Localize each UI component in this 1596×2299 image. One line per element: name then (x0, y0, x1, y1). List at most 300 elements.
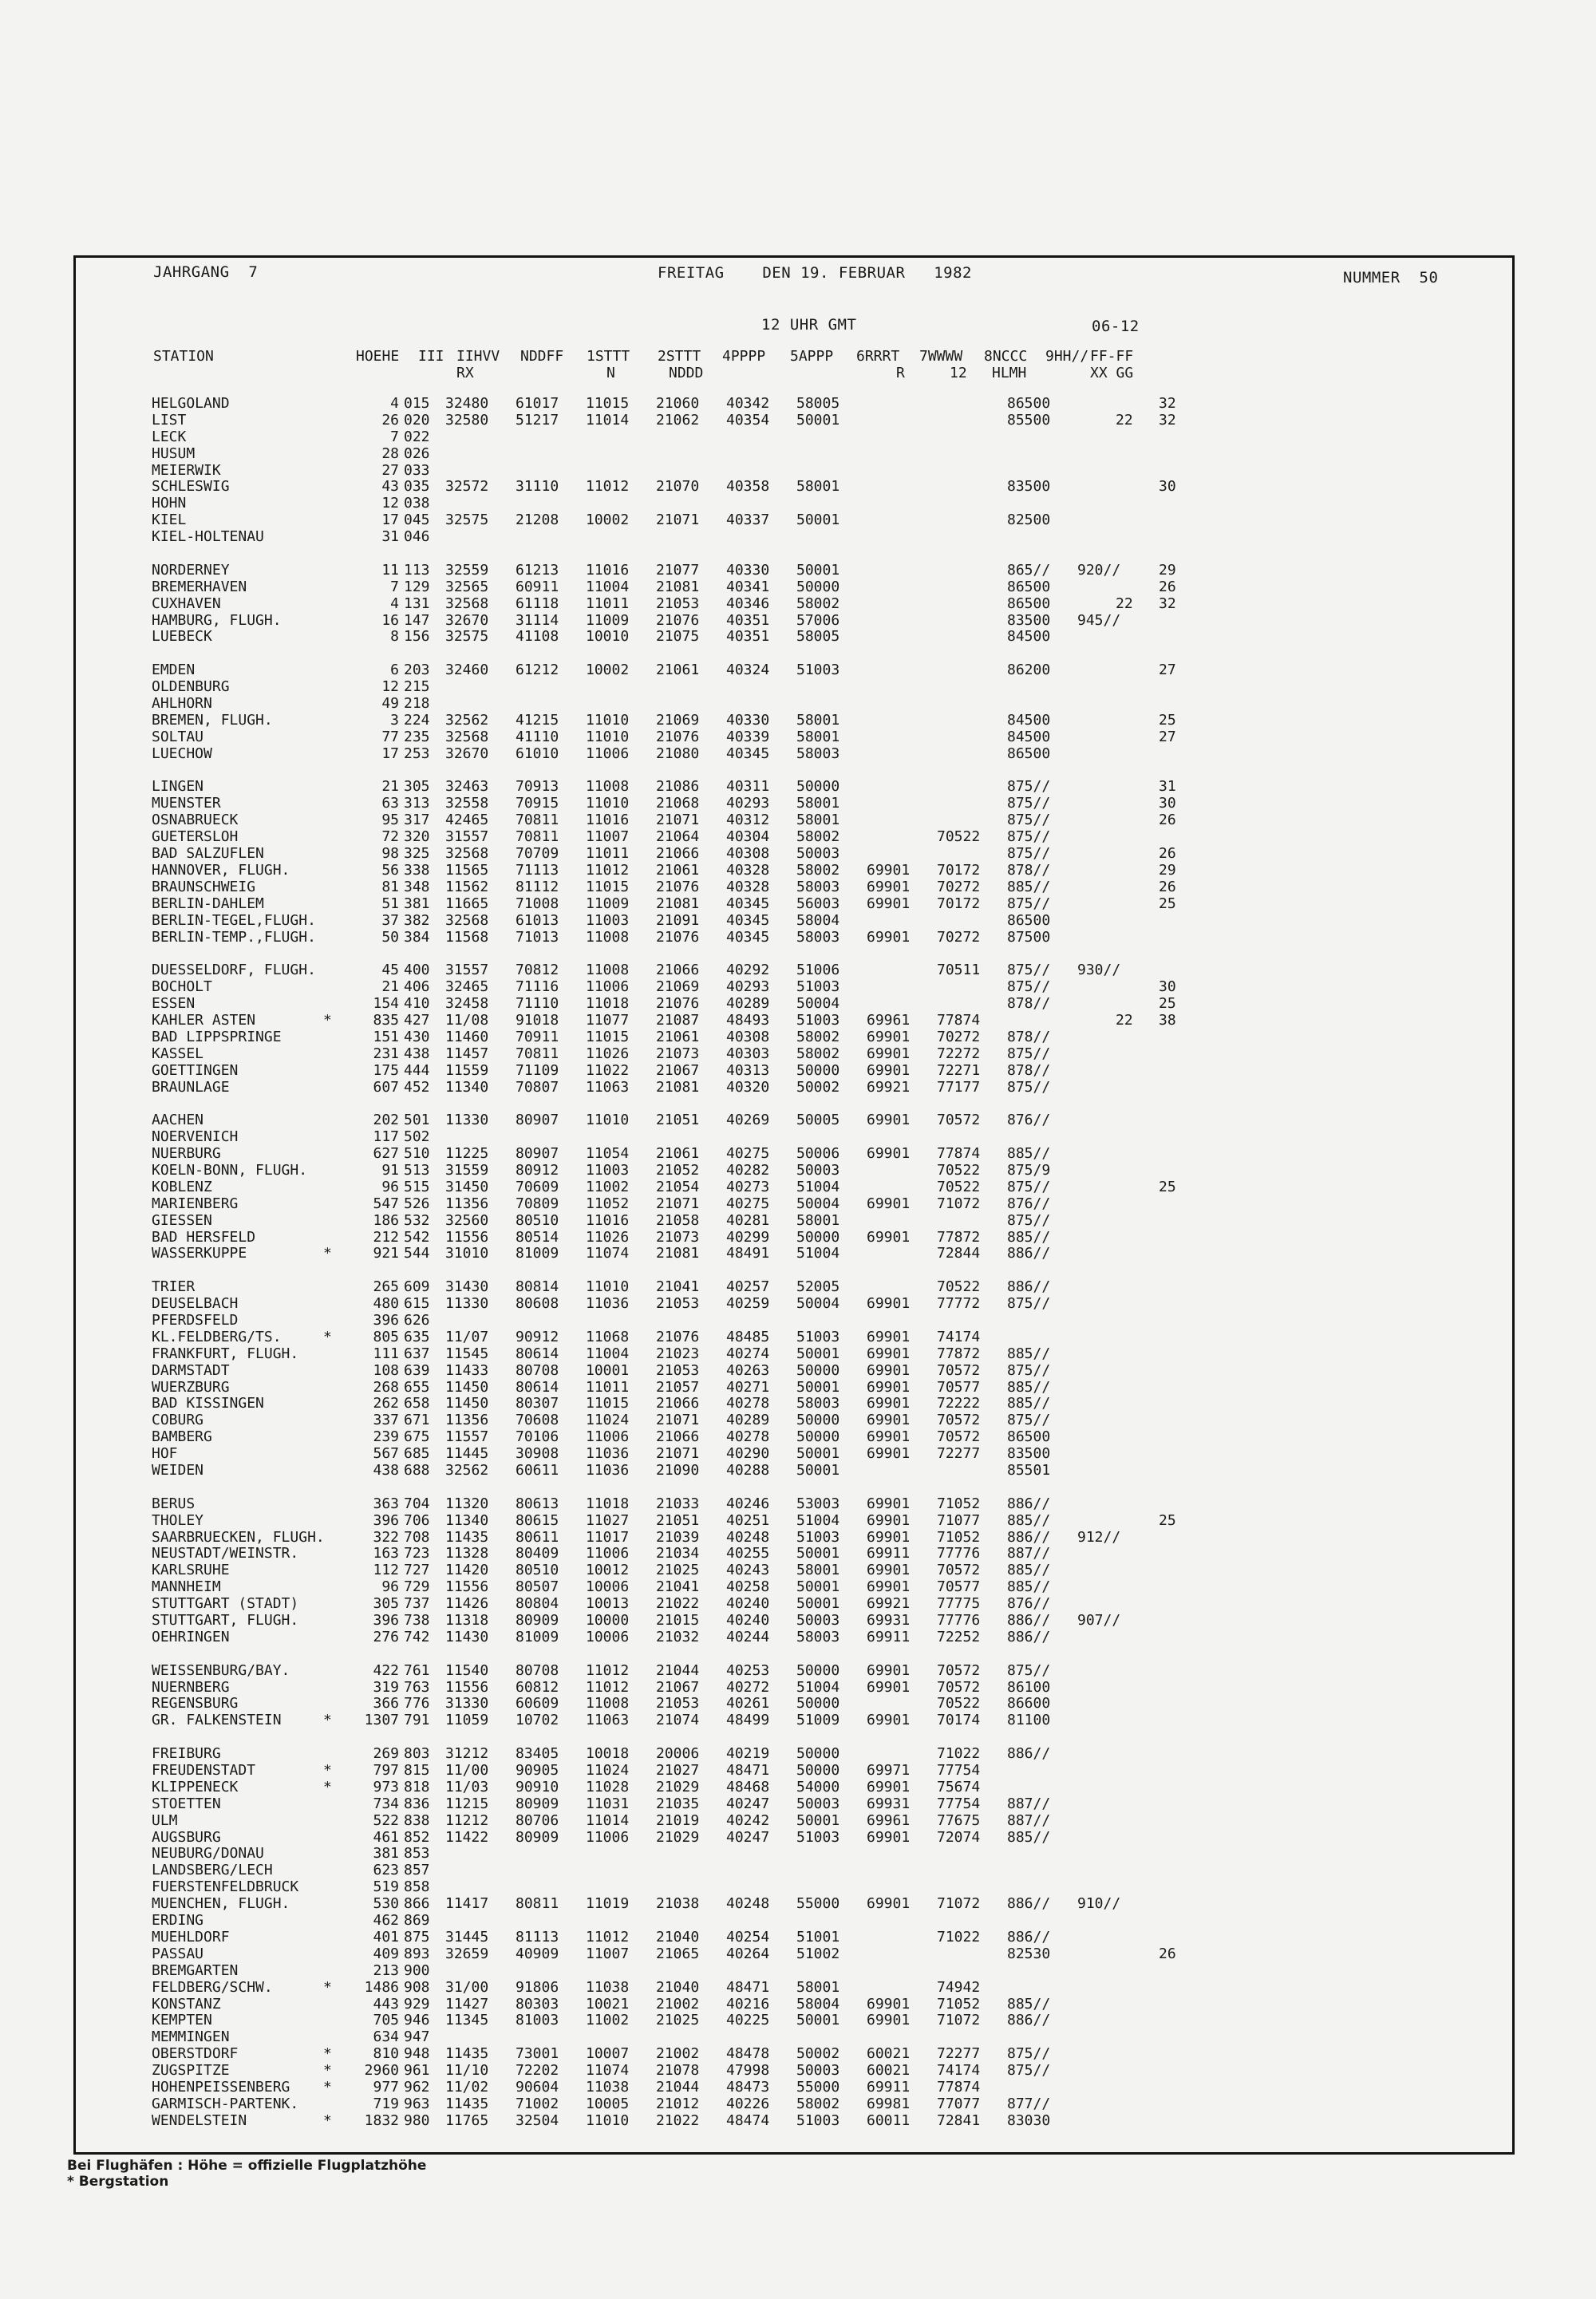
footnote-mountain: * Bergstation (67, 2174, 169, 2190)
group-5: 40289 (726, 1412, 770, 1429)
group-8: 70172 (937, 861, 981, 879)
group-8: 72277 (937, 2045, 981, 2063)
station-index: 338 (404, 861, 430, 879)
group-8: 70572 (937, 1562, 981, 1579)
group-9: 886// (1007, 2012, 1051, 2029)
group-9: 86500 (1007, 745, 1051, 762)
group-4: 21080 (656, 745, 700, 762)
group-8: 77772 (937, 1295, 981, 1313)
group-4: 21060 (656, 395, 700, 412)
group-8: 70572 (937, 1361, 981, 1379)
group-5: 40219 (726, 1745, 770, 1763)
station-height: 4 (390, 395, 399, 412)
group-5: 40288 (726, 1462, 770, 1479)
group-9: 875// (1007, 978, 1051, 996)
station-index: 857 (404, 1862, 430, 1879)
group-8: 70522 (937, 1178, 981, 1195)
group-5: 40258 (726, 1578, 770, 1596)
station-height: 438 (373, 1462, 399, 1479)
group-6: 50001 (796, 1345, 840, 1362)
group-2: 71110 (516, 995, 559, 1013)
group-1: 11356 (445, 1412, 489, 1429)
gg-value: 25 (1159, 1178, 1176, 1195)
group-8: 77077 (937, 2095, 981, 2112)
station-height: 337 (373, 1412, 399, 1429)
group-3: 11012 (586, 1661, 630, 1679)
group-9: 875// (1007, 795, 1051, 812)
group-1: 11457 (445, 1045, 489, 1062)
group-1: 11/07 (445, 1328, 489, 1345)
group-4: 21023 (656, 1345, 700, 1362)
group-9: 885// (1007, 1578, 1051, 1596)
group-6: 51003 (796, 1328, 840, 1345)
group-4: 21067 (656, 1061, 700, 1079)
group-8: 70511 (937, 962, 981, 979)
group-10: 930// (1077, 962, 1121, 979)
station-index: 147 (404, 611, 430, 629)
station-height: 17 (381, 512, 399, 529)
group-3: 11010 (586, 1112, 630, 1129)
group-1: 11556 (445, 1678, 489, 1696)
group-3: 11003 (586, 1161, 630, 1179)
group-5: 40358 (726, 478, 770, 496)
station-name: MUENCHEN, FLUGH. (152, 1895, 290, 1913)
station-height: 973 (373, 1778, 399, 1795)
col-g4: 2STTT (658, 348, 701, 365)
station-height: 363 (373, 1495, 399, 1512)
group-5: 40269 (726, 1112, 770, 1129)
group-6: 57006 (796, 611, 840, 629)
group-3: 11010 (586, 711, 630, 729)
station-name: HELGOLAND (152, 395, 230, 412)
station-name: STUTTGART, FLUGH. (152, 1612, 299, 1629)
station-height: 72 (381, 828, 399, 846)
group-8: 77775 (937, 1595, 981, 1613)
gg-value: 38 (1159, 1011, 1176, 1029)
group-6: 58002 (796, 1028, 840, 1045)
group-3: 10005 (586, 2095, 630, 2112)
station-name: AACHEN (152, 1112, 204, 1129)
group-3: 11017 (586, 1528, 630, 1546)
group-5: 40308 (726, 1028, 770, 1045)
group-4: 21022 (656, 2111, 700, 2129)
group-2: 80814 (516, 1278, 559, 1296)
group-2: 70608 (516, 1412, 559, 1429)
group-8: 72074 (937, 1828, 981, 1846)
group-6: 50001 (796, 1595, 840, 1613)
group-6: 51004 (796, 1245, 840, 1262)
group-4: 21029 (656, 1778, 700, 1795)
group-4: 21040 (656, 1978, 700, 1996)
station-index: 348 (404, 878, 430, 895)
group-4: 21002 (656, 1995, 700, 2013)
group-4: 21015 (656, 1612, 700, 1629)
group-7: 69931 (867, 1795, 911, 1812)
station-name: KOELN-BONN, FLUGH. (152, 1161, 308, 1179)
station-index: 655 (404, 1378, 430, 1396)
group-5: 40339 (726, 728, 770, 745)
group-6: 58003 (796, 878, 840, 895)
group-6: 50001 (796, 1462, 840, 1479)
station-index: 685 (404, 1445, 430, 1463)
group-1: 32559 (445, 561, 489, 579)
group-4: 21076 (656, 928, 700, 946)
group-3: 10018 (586, 1745, 630, 1763)
group-9: 85500 (1007, 411, 1051, 429)
group-5: 40290 (726, 1445, 770, 1463)
group-10: 907// (1077, 1612, 1121, 1629)
group-1: 11215 (445, 1795, 489, 1812)
group-3: 11009 (586, 611, 630, 629)
station-height: 96 (381, 1578, 399, 1596)
station-height: 50 (381, 928, 399, 946)
group-2: 73001 (516, 2045, 559, 2063)
station-name: HOF (152, 1445, 178, 1463)
group-8: 77874 (937, 1011, 981, 1029)
group-5: 48493 (726, 1011, 770, 1029)
group-6: 58001 (796, 728, 840, 745)
station-index: 853 (404, 1845, 430, 1863)
station-height: 21 (381, 978, 399, 996)
group-5: 40253 (726, 1661, 770, 1679)
group-2: 81003 (516, 2012, 559, 2029)
group-8: 77675 (937, 1811, 981, 1829)
group-5: 48485 (726, 1328, 770, 1345)
group-9: 875// (1007, 2045, 1051, 2063)
station-name: HAMBURG, FLUGH. (152, 611, 282, 629)
group-5: 40293 (726, 795, 770, 812)
group-4: 21076 (656, 878, 700, 895)
group-4: 21076 (656, 1328, 700, 1345)
group-5: 40308 (726, 845, 770, 863)
station-height: 21 (381, 778, 399, 796)
group-4: 21068 (656, 795, 700, 812)
group-5: 40275 (726, 1195, 770, 1212)
group-3: 11008 (586, 928, 630, 946)
gg-value: 29 (1159, 561, 1176, 579)
station-index: 038 (404, 495, 430, 512)
station-index: 526 (404, 1195, 430, 1212)
station-name: KASSEL (152, 1045, 204, 1062)
station-index: 313 (404, 795, 430, 812)
station-index: 815 (404, 1762, 430, 1780)
group-4: 21065 (656, 1945, 700, 1962)
group-6: 50003 (796, 2062, 840, 2080)
group-1: 11565 (445, 861, 489, 879)
group-9: 887// (1007, 1795, 1051, 1812)
group-5: 40225 (726, 2012, 770, 2029)
station-index: 400 (404, 962, 430, 979)
group-1: 11417 (445, 1895, 489, 1913)
group-5: 40251 (726, 1511, 770, 1529)
group-1: 11059 (445, 1712, 489, 1729)
group-8: 71072 (937, 2012, 981, 2029)
group-1: 11/03 (445, 1778, 489, 1795)
group-3: 11006 (586, 1545, 630, 1562)
group-3: 11015 (586, 395, 630, 412)
station-index: 658 (404, 1395, 430, 1412)
group-8: 70572 (937, 1428, 981, 1446)
group-9: 875// (1007, 1661, 1051, 1679)
group-2: 71002 (516, 2095, 559, 2112)
group-6: 52005 (796, 1278, 840, 1296)
group-3: 11014 (586, 411, 630, 429)
group-7: 69931 (867, 1612, 911, 1629)
station-name: SAARBRUECKEN, FLUGH. (152, 1528, 325, 1546)
gg-value: 25 (1159, 1511, 1176, 1529)
station-name: KIEL-HOLTENAU (152, 528, 264, 546)
group-1: 31330 (445, 1695, 489, 1712)
station-height: 45 (381, 962, 399, 979)
group-2: 81113 (516, 1928, 559, 1945)
group-1: 32568 (445, 911, 489, 929)
group-1: 11435 (445, 2095, 489, 2112)
station-name: MARIENBERG (152, 1195, 239, 1212)
group-2: 80615 (516, 1511, 559, 1529)
group-4: 21012 (656, 2095, 700, 2112)
group-7: 69911 (867, 2078, 911, 2096)
group-2: 61213 (516, 561, 559, 579)
group-2: 80303 (516, 1995, 559, 2013)
group-8: 72271 (937, 1061, 981, 1079)
group-7: 69901 (867, 2012, 911, 2029)
group-4: 21051 (656, 1112, 700, 1129)
station-index: 947 (404, 2028, 430, 2046)
group-1: 32659 (445, 1945, 489, 1962)
group-6: 58001 (796, 795, 840, 812)
group-2: 80613 (516, 1495, 559, 1512)
station-height: 186 (373, 1211, 399, 1229)
station-name: SCHLESWIG (152, 478, 230, 496)
group-6: 58003 (796, 1395, 840, 1412)
station-index: 729 (404, 1578, 430, 1596)
station-height: 91 (381, 1161, 399, 1179)
gg-value: 32 (1159, 395, 1176, 412)
col-g10: 9HH// (1045, 348, 1089, 365)
station-index: 513 (404, 1161, 430, 1179)
group-8: 72844 (937, 1245, 981, 1262)
station-name: HUSUM (152, 444, 196, 462)
station-name: ZUGSPITZE (152, 2062, 230, 2080)
group-8: 70572 (937, 1678, 981, 1696)
group-4: 21081 (656, 895, 700, 912)
group-4: 21091 (656, 911, 700, 929)
group-2: 10702 (516, 1712, 559, 1729)
group-2: 61010 (516, 745, 559, 762)
group-1: 11433 (445, 1361, 489, 1379)
station-height: 522 (373, 1811, 399, 1829)
station-height: 43 (381, 478, 399, 496)
group-7: 69901 (867, 1361, 911, 1379)
group-6: 50001 (796, 1445, 840, 1463)
group-2: 60611 (516, 1462, 559, 1479)
group-6: 51001 (796, 1928, 840, 1945)
group-2: 60812 (516, 1678, 559, 1696)
group-4: 21075 (656, 628, 700, 646)
station-index: 708 (404, 1528, 430, 1546)
group-8: 71077 (937, 1511, 981, 1529)
col-g2: NDDFF (520, 348, 564, 365)
group-3: 11002 (586, 2012, 630, 2029)
group-9: 87500 (1007, 928, 1051, 946)
station-index: 723 (404, 1545, 430, 1562)
group-2: 70812 (516, 962, 559, 979)
group-6: 58001 (796, 1978, 840, 1996)
station-height: 7 (390, 428, 399, 445)
group-1: 11212 (445, 1811, 489, 1829)
group-1: 11430 (445, 1628, 489, 1645)
col-ff: FF-FF (1090, 348, 1134, 365)
group-9: 82500 (1007, 512, 1051, 529)
group-5: 40345 (726, 895, 770, 912)
station-name: EMDEN (152, 662, 196, 679)
mountain-marker: * (323, 1011, 332, 1029)
group-7: 60021 (867, 2045, 911, 2063)
group-1: 11460 (445, 1028, 489, 1045)
group-9: 886// (1007, 1628, 1051, 1645)
station-name: BERUS (152, 1495, 196, 1512)
group-3: 11002 (586, 1178, 630, 1195)
gg-value: 26 (1159, 578, 1176, 595)
group-7: 69901 (867, 1295, 911, 1313)
group-1: 11568 (445, 928, 489, 946)
group-3: 10006 (586, 1578, 630, 1596)
group-2: 80307 (516, 1395, 559, 1412)
group-3: 11012 (586, 478, 630, 496)
group-7: 69901 (867, 1562, 911, 1579)
group-6: 50003 (796, 1161, 840, 1179)
group-5: 48491 (726, 1245, 770, 1262)
group-9: 887// (1007, 1811, 1051, 1829)
station-name: GR. FALKENSTEIN (152, 1712, 282, 1729)
group-4: 21066 (656, 1428, 700, 1446)
group-9: 878// (1007, 1028, 1051, 1045)
group-3: 11036 (586, 1445, 630, 1463)
station-name: FREUDENSTADT (152, 1762, 256, 1780)
station-height: 461 (373, 1828, 399, 1846)
station-name: LINGEN (152, 778, 204, 796)
group-1: 31559 (445, 1161, 489, 1179)
station-height: 4 (390, 595, 399, 612)
group-6: 50000 (796, 578, 840, 595)
group-1: 11450 (445, 1378, 489, 1396)
station-index: 501 (404, 1112, 430, 1129)
group-5: 40243 (726, 1562, 770, 1579)
station-name: BREMEN, FLUGH. (152, 711, 273, 729)
group-7: 69901 (867, 1528, 911, 1546)
station-name: NUERBURG (152, 1145, 221, 1163)
station-name: KOBLENZ (152, 1178, 212, 1195)
group-7: 69901 (867, 1511, 911, 1529)
group-6: 51003 (796, 1011, 840, 1029)
group-6: 50000 (796, 1361, 840, 1379)
group-3: 11074 (586, 1245, 630, 1262)
group-8: 72277 (937, 1445, 981, 1463)
station-index: 406 (404, 978, 430, 996)
group-5: 40292 (726, 962, 770, 979)
station-name: FRANKFURT, FLUGH. (152, 1345, 299, 1362)
station-name: LECK (152, 428, 187, 445)
station-name: STUTTGART (STADT) (152, 1595, 299, 1613)
group-1: 31557 (445, 962, 489, 979)
group-4: 21058 (656, 1211, 700, 1229)
station-name: GIESSEN (152, 1211, 212, 1229)
station-index: 203 (404, 662, 430, 679)
group-5: 40273 (726, 1178, 770, 1195)
group-7: 69901 (867, 1678, 911, 1696)
group-5: 48473 (726, 2078, 770, 2096)
group-2: 80510 (516, 1562, 559, 1579)
group-7: 69901 (867, 1661, 911, 1679)
group-1: 31212 (445, 1745, 489, 1763)
station-height: 1832 (364, 2111, 399, 2129)
group-9: 886// (1007, 1278, 1051, 1296)
group-4: 21053 (656, 1295, 700, 1313)
group-4: 21069 (656, 978, 700, 996)
group-1: 11450 (445, 1395, 489, 1412)
station-height: 1307 (364, 1712, 399, 1729)
group-5: 40282 (726, 1161, 770, 1179)
group-4: 21051 (656, 1511, 700, 1529)
group-2: 70811 (516, 1045, 559, 1062)
group-5: 40289 (726, 995, 770, 1013)
group-6: 51006 (796, 962, 840, 979)
station-name: WENDELSTEIN (152, 2111, 247, 2129)
group-4: 21038 (656, 1895, 700, 1913)
station-height: 151 (373, 1028, 399, 1045)
group-1: 31445 (445, 1928, 489, 1945)
station-name: THOLEY (152, 1511, 204, 1529)
station-index: 544 (404, 1245, 430, 1262)
group-9: 885// (1007, 1145, 1051, 1163)
station-height: 265 (373, 1278, 399, 1296)
station-height: 366 (373, 1695, 399, 1712)
group-6: 50004 (796, 995, 840, 1013)
group-2: 61017 (516, 395, 559, 412)
group-6: 51004 (796, 1178, 840, 1195)
group-5: 40345 (726, 928, 770, 946)
group-7: 69981 (867, 2095, 911, 2112)
gg-value: 27 (1159, 728, 1176, 745)
group-5: 40248 (726, 1895, 770, 1913)
group-9: 876// (1007, 1595, 1051, 1613)
group-4: 21041 (656, 1278, 700, 1296)
station-height: 322 (373, 1528, 399, 1546)
group-2: 80611 (516, 1528, 559, 1546)
station-height: 2960 (364, 2062, 399, 2080)
station-height: 381 (373, 1845, 399, 1863)
group-2: 80909 (516, 1795, 559, 1812)
group-6: 58001 (796, 711, 840, 729)
group-5: 40320 (726, 1078, 770, 1096)
station-height: 12 (381, 495, 399, 512)
group-3: 10000 (586, 1612, 630, 1629)
group-5: 48471 (726, 1762, 770, 1780)
group-8: 74174 (937, 2062, 981, 2080)
station-name: PASSAU (152, 1945, 204, 1962)
group-4: 21053 (656, 595, 700, 612)
group-2: 61212 (516, 662, 559, 679)
station-name: FREIBURG (152, 1745, 221, 1763)
group-1: 32465 (445, 978, 489, 996)
station-height: 269 (373, 1745, 399, 1763)
station-name: BAD LIPPSPRINGE (152, 1028, 282, 1045)
group-7: 60021 (867, 2062, 911, 2080)
group-6: 51003 (796, 1828, 840, 1846)
station-height: 37 (381, 911, 399, 929)
group-2: 30908 (516, 1445, 559, 1463)
group-2: 70709 (516, 845, 559, 863)
